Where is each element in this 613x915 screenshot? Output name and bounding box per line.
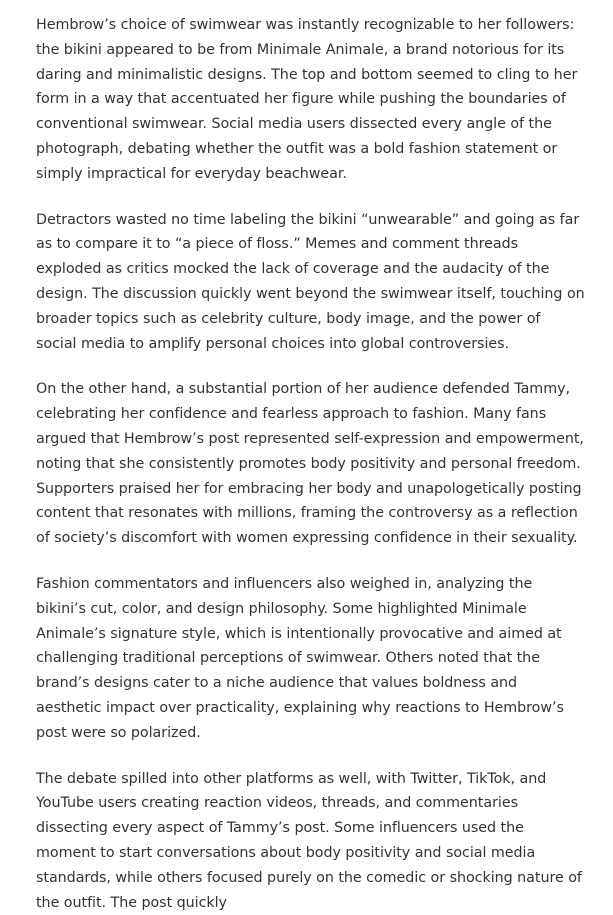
paragraph-swimwear-choice: Hembrow’s choice of swimwear was instantly recognizable to her followers: the bikini appeared to be from Minimale Animale, a brand notorious for its daring and minimalistic designs. The top and bottom seemed to cling to her form in a way that accentuated her figure while pushing the boundaries of conventional swimwear. Social media users dissected every angle of the photograph, debating whether the outfit was a bold fashion statement or simply impractical for everyday beachwear. — [36, 17, 578, 182]
paragraph-fashion-commentators: Fashion commentators and influencers also weighed in, analyzing the bikini’s cut, color, and design philosophy. Some highlighted Minimale Animale’s signature style, which is intentionally provocative and aimed at challenging traditional perceptions of swimwear. Others noted that the brand’s designs cater to a niche audience that values boldness and aesthetic impact over practicality, explaining why reactions to Hembrow’s post were so polarized. — [36, 575, 564, 741]
paragraph-defenders: On the other hand, a substantial portion of her audience defended Tammy, celebrating her confidence and fearless approach to fashion. Many fans argued that Hembrow’s post represented self-expression and empowerment, noting that she consistently promotes body positivity and personal freedom. Supporters praised her for embracing her body and unapologetically posting content that resonates with millions, framing the controversy as a reflection of society’s discomfort with women expressing confidence in their sexuality. — [36, 381, 584, 547]
paragraph-detractors: Detractors wasted no time labeling the bikini “unwearable” and going as far as to compare it to “a piece of floss.” Memes and comment threads exploded as critics mocked the lack of coverage and the audacity of the design. The discussion quickly went beyond the swimwear itself, touching on broader topics such as celebrity culture, body image, and the power of social media to amplify personal choices into global controversies. — [36, 211, 585, 352]
paragraph-platform-debate: The debate spilled into other platforms as well, with Twitter, TikTok, and YouTube users creating reaction videos, threads, and commentaries dissecting every aspect of Tammy’s post. Some influencers used the moment to start conversations about body positivity and social media standards, while others focused purely on the comedic or shocking nature of the outfit. The post quickly — [36, 770, 582, 911]
